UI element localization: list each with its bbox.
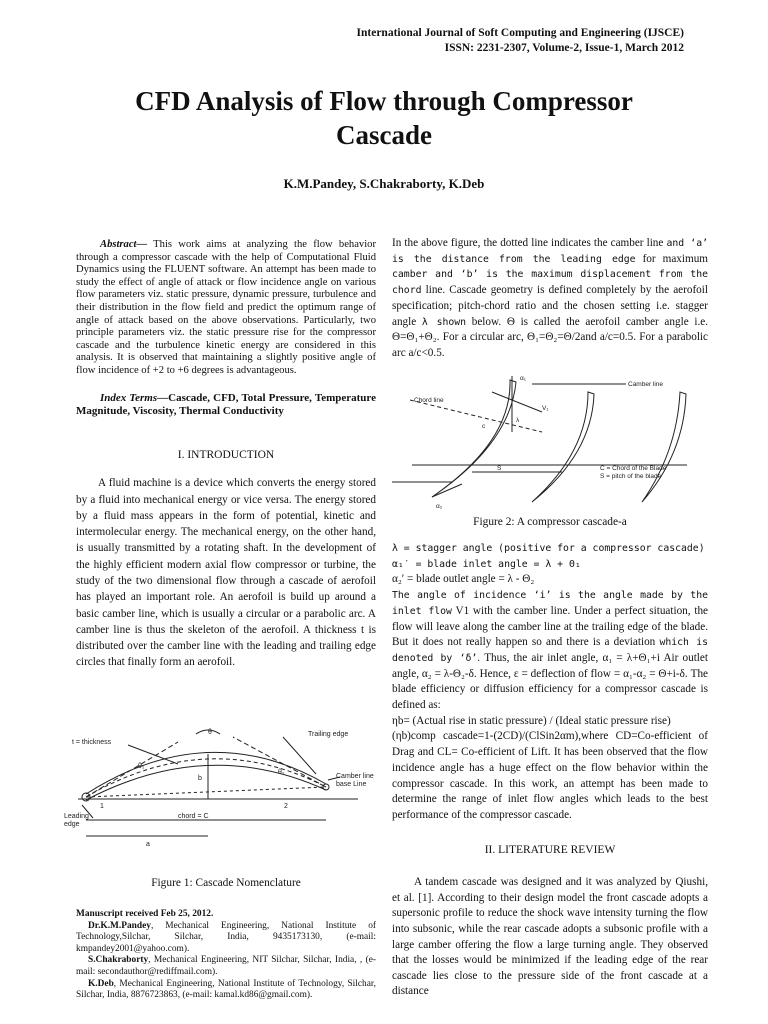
p1-b: and ‘a’ is the distance from the leading edge bbox=[392, 238, 708, 265]
label-theta: θ bbox=[208, 729, 212, 736]
blade-1 bbox=[432, 380, 516, 497]
index-terms bbox=[76, 392, 376, 419]
label-chord: chord = C bbox=[178, 813, 209, 820]
label-b: b bbox=[198, 775, 202, 782]
label-1: 1 bbox=[100, 803, 104, 810]
label-leading-1: Leading bbox=[64, 813, 89, 820]
author-1-text: , Mechanical Engineering, National Institute of Technology,Silchar, Silchar, India, 9435173130, (e-mail: kmpandey2001@yahoo.com). bbox=[76, 920, 376, 954]
author-2-affiliation bbox=[76, 955, 376, 978]
tangent-trailing bbox=[233, 737, 326, 787]
journal-name: International Journal of Soft Computing and Engineering (IJSCE) bbox=[356, 27, 684, 39]
footnote bbox=[76, 909, 376, 1002]
camber-line bbox=[86, 759, 326, 797]
author-1-name: Dr.K.M.Pandey bbox=[88, 920, 151, 931]
figure-2-caption: Figure 2: A compressor cascade-a bbox=[473, 516, 627, 528]
d4-a: The angle of incidence ‘i’ is the angle made by the inlet flow bbox=[392, 590, 708, 617]
camber-paragraph bbox=[392, 236, 708, 362]
p1-c: for maximum bbox=[635, 252, 708, 265]
title-line-1: CFD Analysis of Flow through Compressor bbox=[135, 86, 633, 116]
label-theta-2: θ₂ bbox=[278, 769, 285, 776]
author-3-text: , Mechanical Engineering, National Institute of Technology, Silchar, Silchar, India, 8876723863, (e-mail: kamal.kd86@gmail.com). bbox=[76, 978, 376, 1001]
label-c: c bbox=[482, 423, 486, 430]
label-2: 2 bbox=[284, 803, 288, 810]
issn-line: ISSN: 2231-2307, Volume-2, Issue-1, March 2012 bbox=[444, 42, 684, 54]
label-v1: V₁ bbox=[542, 405, 549, 412]
chord-line bbox=[86, 787, 326, 797]
label-camber-line: Camber line bbox=[336, 773, 374, 780]
p1-g: below. Θ is called the aerofoil camber angle i.e. Θ=Θ₁+Θ₂. For a circular arc, Θ₁=Θ₂=Θ/2and a/c=0.5. For a parabolic arc a/c<0.5. bbox=[392, 315, 708, 359]
figure-2-compressor-cascade bbox=[392, 372, 708, 512]
abstract-label: Abstract— bbox=[100, 239, 148, 250]
label-trailing-edge: Trailing edge bbox=[308, 731, 349, 738]
literature-heading: II. LITERATURE REVIEW bbox=[484, 843, 616, 856]
paper-title bbox=[0, 84, 768, 152]
label-s: S bbox=[497, 465, 502, 472]
label-thickness: t = thickness bbox=[72, 739, 112, 746]
label-base-line: base Line bbox=[336, 781, 367, 788]
d3-a: α₂′ bbox=[392, 573, 405, 586]
label-lambda: λ bbox=[516, 417, 520, 424]
received-date: Manuscript received Feb 25, 2012. bbox=[76, 909, 214, 919]
author-3-name: K.Deb bbox=[88, 978, 114, 989]
right-column-top bbox=[392, 236, 708, 362]
label-leading-2: edge bbox=[64, 821, 80, 828]
label-chord-line: Chord line bbox=[414, 397, 444, 404]
author-3-affiliation bbox=[76, 979, 376, 1002]
p1-a: In the above figure, the dotted line indicates the camber line bbox=[392, 237, 664, 249]
blade-profile-lower bbox=[86, 765, 326, 800]
label-theta-1: θ₁ bbox=[138, 763, 145, 770]
def-cascade-efficiency: (ηb)comp cascade=1-(2CD)/(ClSin2αm),where CD=Co-efficient of Drag and CL= Co-efficient of Lift. It has been observed that the flow incidence angle has a huge effect on the flow behavior within the compressor cascade. In this work, an attempt has been made to determine the range of inlet flow angles which leads to the best performance of the compressor cascade. bbox=[392, 730, 708, 821]
inlet-flow bbox=[492, 392, 542, 412]
intro-heading: I. INTRODUCTION bbox=[177, 448, 275, 461]
literature-text: A tandem cascade was designed and it was analyzed by Qiushi, et al. [1]. According to their design model the front cascade adopts a supersonic profile to reduce the shock wave intensity turning the flow into subsonic, while the rear cascade adopts a subsonic profile with a large camber offering the flow a large turning angle. They observed that the losses would be minimized if the leading edge of the rear cascade lies close to the pressure side of the front cascade at a distance bbox=[392, 876, 708, 998]
def-incidence bbox=[392, 588, 708, 714]
abstract bbox=[76, 239, 376, 378]
figure-1-cascade-nomenclature bbox=[58, 722, 388, 850]
def-efficiency: ηb= (Actual rise in static pressure) / (Ideal static pressure rise) bbox=[392, 714, 671, 727]
authors: K.M.Pandey, S.Chakraborty, K.Deb bbox=[283, 176, 485, 191]
def-stagger: λ = stagger angle (positive for a compressor cascade) bbox=[392, 543, 705, 554]
def-outlet-angle bbox=[392, 572, 708, 588]
d3-b: = blade outlet angle = λ - Θ₂ bbox=[404, 573, 535, 586]
left-column bbox=[76, 239, 376, 671]
right-column-definitions bbox=[392, 541, 708, 1000]
label-a: a bbox=[146, 841, 150, 848]
def-inlet-angle: α₁′ = blade inlet angle = λ + Θ₁ bbox=[392, 558, 581, 570]
p1-d: camber and ‘b’ is the maximum displacement from the chord bbox=[392, 269, 708, 297]
abstract-text: This work aims at analyzing the flow behavior through a compressor cascade with the help of Computational Fluid Dynamics using the FLUENT software. An attempt has been made to study the effect of angle of attack or flow incidence angle on various flow parameters viz. static pressure, dynamic pressure, turbulence and their distribution in the flow field and predict the optimum range of angle of attack based on the above observations. Particularly, two principle parameters viz. the static pressure rise for the compressor cascade and the turbulence kinetic energy are considered in this analysis. It is observed that maintaining a slightly positive angle of flow incidence of +2 to +6 degrees is advantageous. bbox=[76, 239, 376, 376]
d4-c: which is denoted by ‘δ’ bbox=[392, 637, 708, 664]
author-2-name: S.Chakraborty bbox=[88, 955, 149, 966]
label-alpha1: α₁ bbox=[520, 375, 526, 382]
intro-text: A fluid machine is a device which converts the energy stored by a fluid into mechanical energy or vice versa. The energy stored by a fluid mass appears in the form of potential, kinetic and intermolecular energy. The mechanical energy, on the other hand, is usually transmitted by a rotating shaft. In the development of the highly efficient modern axial flow compressor or turbine, the study of the two dimensional flow through a cascade of aerofoil has played an important role. An aerofoil is build up around a basic camber line, which is usually a circular or a parabolic arc. A camber line is thus the skeleton of the aerofoil. A thickness t is distributed over the camber line with the leading and trailing edge circles that finally form an aerofoil. bbox=[76, 477, 376, 669]
d4-d: . Thus, the air inlet angle, α₁ = λ+Θ₁+i Air outlet angle, α₂ = λ-Θ₂-δ. Hence, ε = deflection of flow = α₁-α₂ = Θ+i-δ. The blade efficiency or diffusion efficiency for a compressor cascade is defined as: bbox=[392, 651, 708, 712]
index-terms-label: Index Terms bbox=[100, 391, 158, 404]
d4-b: V1 with the camber line. Under a perfect situation, the flow will leave along the camber line at the trailing edge of the blade. But it does not really happen so and there is a deviation bbox=[392, 604, 708, 649]
figure-1-caption: Figure 1: Cascade Nomenclature bbox=[151, 877, 301, 889]
label-legend-s: S = pitch of the blade bbox=[600, 473, 662, 480]
index-terms-text: —Cascade, CFD, Total Pressure, Temperature Magnitude, Viscosity, Thermal Conductivity bbox=[76, 391, 376, 418]
blade-3 bbox=[642, 392, 686, 502]
p1-e: line. Cascade geometry is defined completely by the aerofoil specification; pitch-chord ratio and the chosen setting i.e. stagger angle bbox=[392, 284, 708, 328]
author-2-text: , Mechanical Engineering, NIT Silchar, Silchar, India, , (e-mail: secondauthor@rediffmail.com). bbox=[76, 955, 376, 977]
label-camber-line: Camber line bbox=[628, 381, 664, 388]
title-line-2: Cascade bbox=[336, 120, 432, 150]
p1-f: λ shown bbox=[421, 316, 467, 328]
author-1-affiliation bbox=[76, 921, 376, 956]
trailing-leader bbox=[283, 737, 316, 774]
label-legend-c: C = Chord of the Blade bbox=[600, 465, 667, 472]
thickness-leader bbox=[128, 745, 178, 764]
chord-line-1 bbox=[410, 400, 542, 432]
label-alpha2: α₂ bbox=[436, 503, 443, 510]
